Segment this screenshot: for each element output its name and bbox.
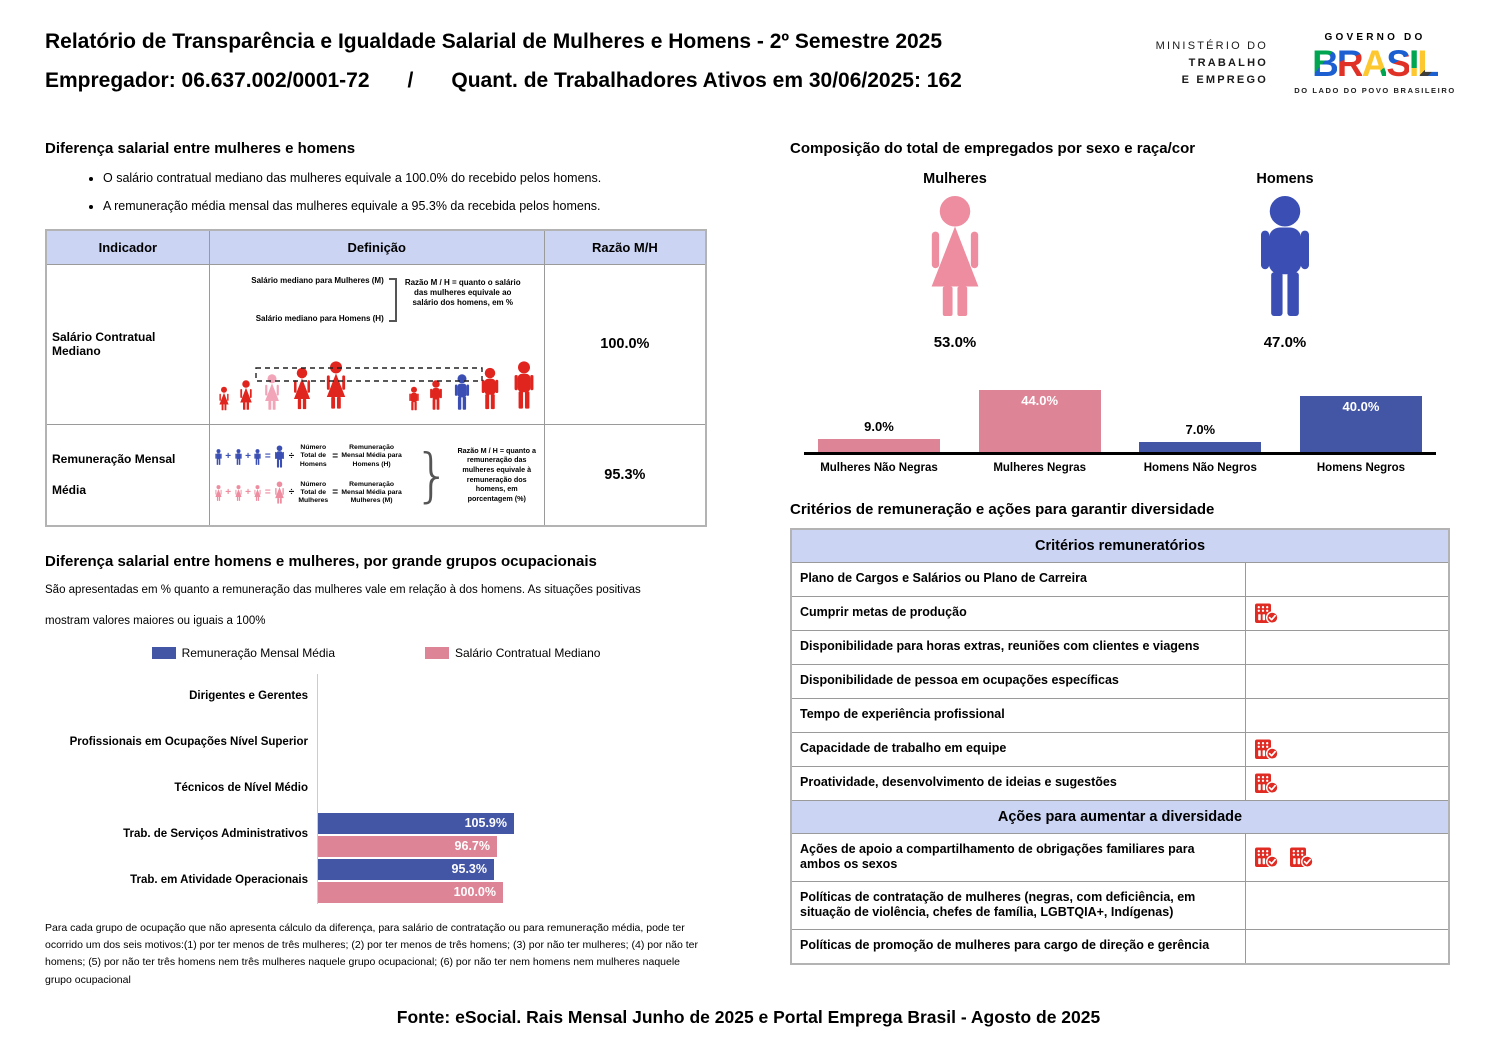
criteria-section-header-row — [791, 800, 1449, 833]
criteria-row — [791, 630, 1449, 664]
median-men-label: Salário mediano para Homens (H) — [255, 314, 384, 324]
source-footer: Fonte: eSocial. Rais Mensal Junho de 2025 e Portal Emprega Brasil - Agosto de 2025 — [396, 1007, 1101, 1027]
bar — [318, 813, 514, 834]
salary-diff-bullets — [103, 171, 707, 213]
median-ratio-note: Razão M / H = quanto o salário das mulheres equivale ao salário dos homens, em % — [404, 277, 521, 308]
man-icon — [252, 449, 263, 465]
criteria-label: Capacidade de trabalho em equipe — [791, 732, 1246, 766]
criteria-marker-cell — [1246, 698, 1449, 732]
criteria-table — [790, 528, 1450, 965]
criteria-label: Disponibilidade de pessoa em ocupações específicas — [791, 664, 1246, 698]
bar — [318, 836, 497, 857]
male-figure — [1175, 171, 1395, 351]
category-bars — [317, 766, 707, 812]
brasil-letter: R — [1336, 43, 1362, 84]
report-title: Relatório de Transparência e Igualdade Salarial de Mulheres e Homens - 2º Semestre 2025 — [45, 30, 943, 53]
man-icon — [213, 449, 224, 465]
occupational-row — [45, 674, 707, 720]
criteria-section-header: Ações para aumentar a diversidade — [791, 800, 1449, 833]
occupational-row — [45, 766, 707, 812]
occupational-title: Diferença salarial entre homens e mulheres, por grande grupos ocupacionais — [45, 553, 597, 570]
bar — [818, 439, 940, 452]
bar-value-label: 100.0% — [453, 885, 496, 900]
equation-row — [213, 481, 412, 505]
x-axis-label: Mulheres Não Negras — [820, 462, 938, 474]
brasil-letter: I — [1409, 43, 1418, 84]
active-workers-count: Quant. de Trabalhadores Ativos em 30/06/2025: 162 — [451, 69, 962, 92]
occupational-row — [45, 720, 707, 766]
man-icon — [272, 445, 287, 468]
criteria-row — [791, 833, 1449, 881]
bar-value-label: 96.7% — [454, 839, 490, 854]
category-label: Trab. em Atividade Operacionais — [130, 873, 308, 886]
bar-value-label: 9.0% — [864, 419, 894, 434]
indicator-name: Remuneração Mensal Média — [46, 424, 209, 526]
equals-sign: = — [332, 451, 339, 463]
company-check-icon — [1254, 739, 1279, 760]
x-axis-label: Homens Negros — [1316, 462, 1406, 474]
category-bars — [317, 858, 707, 904]
plus-sign: + — [245, 451, 251, 463]
legend-swatch — [425, 647, 449, 659]
employer-id: Empregador: 06.637.002/0001-72 — [45, 69, 370, 92]
brasil-logo — [1290, 44, 1460, 84]
bar — [318, 882, 503, 903]
bar — [979, 390, 1101, 452]
bar-group — [1125, 422, 1275, 452]
man-icon — [1239, 195, 1331, 317]
col-header-indicador: Indicador — [46, 230, 209, 264]
bullet-median-salary: • O salário contratual mediano das mulheres equivale a 100.0% do recebido pelos homens. — [103, 171, 707, 185]
table-header-row — [46, 230, 706, 264]
equals-sign: = — [264, 451, 271, 463]
category-label: Trab. de Serviços Administrativos — [123, 827, 308, 840]
composition-title: Composição do total de empregados por sexo e raça/cor — [790, 140, 1196, 157]
woman-icon — [233, 485, 244, 501]
equation-row — [213, 444, 412, 468]
criteria-title: Critérios de remuneração e ações para garantir diversidade — [790, 501, 1215, 518]
criteria-section-header: Critérios remuneratórios — [791, 529, 1449, 562]
plus-sign: + — [245, 487, 251, 499]
female-percentage: 53.0% — [933, 334, 977, 351]
bar-value-label: 105.9% — [464, 816, 507, 831]
criteria-label: Ações de apoio a compartilhamento de obrigações familiares para ambos os sexos — [791, 833, 1246, 881]
criteria-label: Disponibilidade para horas extras, reuniões com clientes e viagens — [791, 630, 1246, 664]
equals-sign: = — [264, 487, 271, 499]
right-column — [790, 140, 1450, 965]
bar-value-label: 44.0% — [1021, 393, 1059, 408]
col-header-razao: Razão M/H — [544, 230, 706, 264]
criteria-row — [791, 562, 1449, 596]
criteria-row — [791, 698, 1449, 732]
x-axis-label: Mulheres Negras — [993, 462, 1086, 474]
criteria-marker-cell — [1246, 664, 1449, 698]
company-check-icon — [1254, 603, 1279, 624]
woman-icon — [907, 195, 1003, 317]
brasil-letter: A — [1361, 43, 1387, 84]
occupational-section — [45, 553, 707, 989]
criteria-label: Cumprir metas de produção — [791, 596, 1246, 630]
company-check-icon — [1289, 847, 1314, 868]
criteria-label: Políticas de promoção de mulheres para cargo de direção e gerência — [791, 930, 1246, 964]
separator: / — [407, 69, 414, 92]
left-column — [45, 140, 707, 989]
criteria-section-header-row — [791, 529, 1449, 562]
category-bars — [317, 720, 707, 766]
criteria-row — [791, 596, 1449, 630]
criteria-marker-cell — [1246, 562, 1449, 596]
ratio-value: 95.3% — [544, 424, 706, 526]
occupational-row — [45, 858, 707, 904]
total-count-label: Número Total de Mulheres — [298, 480, 329, 505]
table-row — [46, 424, 706, 526]
criteria-marker-cell — [1246, 732, 1449, 766]
woman-icon — [272, 481, 287, 504]
composition-bar-chart — [790, 391, 1450, 474]
bar — [1300, 396, 1422, 452]
female-label: Mulheres — [923, 171, 987, 187]
female-figure — [845, 171, 1065, 351]
criteria-marker-cell — [1246, 630, 1449, 664]
indicator-table — [45, 229, 707, 527]
equation-rows — [213, 444, 412, 505]
table-row — [46, 264, 706, 424]
salary-diff-title: Diferença salarial entre mulheres e homens — [45, 140, 356, 157]
criteria-row — [791, 664, 1449, 698]
criteria-marker-cell — [1246, 833, 1449, 881]
logos — [1156, 32, 1460, 95]
criteria-marker-cell — [1246, 930, 1449, 964]
criteria-marker-cell — [1246, 766, 1449, 800]
criteria-row — [791, 881, 1449, 929]
col-header-definicao: Definição — [209, 230, 544, 264]
governo-do-brasil-logo: GOVERNO DO B R A S I L DO LADO DO POVO BRASILEIRO — [1290, 32, 1460, 95]
legend-label: Remuneração Mensal Média — [181, 645, 335, 660]
criteria-label: Plano de Cargos e Salários ou Plano de Carreira — [791, 562, 1246, 596]
composition-xlabels — [804, 462, 1436, 474]
criteria-section — [790, 501, 1450, 965]
criteria-row — [791, 766, 1449, 800]
category-label: Dirigentes e Gerentes — [189, 689, 308, 702]
legend-swatch — [152, 647, 176, 659]
median-women-label: Salário mediano para Mulheres (M) — [251, 275, 384, 285]
criteria-label: Políticas de contratação de mulheres (negras, com deficiência, em situação de violência, chefes de família, LGBTQIA+, Indígenas) — [791, 881, 1246, 929]
criteria-label: Proatividade, desenvolvimento de ideias e sugestões — [791, 766, 1246, 800]
divide-sign: ÷ — [288, 487, 295, 499]
curly-bracket-icon: } — [413, 440, 451, 509]
bracket-icon — [389, 278, 397, 322]
occupational-row — [45, 812, 707, 858]
criteria-row — [791, 732, 1449, 766]
bar — [1139, 442, 1261, 452]
criteria-marker-cell — [1246, 596, 1449, 630]
company-check-icon — [1254, 773, 1279, 794]
bar-group — [965, 390, 1115, 452]
plus-sign: + — [225, 451, 232, 463]
brasil-letter: B — [1312, 43, 1337, 84]
legend-label: Salário Contratual Mediano — [455, 645, 601, 660]
equals-sign: = — [332, 487, 339, 499]
company-check-icon — [1254, 847, 1279, 868]
ministry-logo: MINISTÉRIO DO TRABALHO E EMPREGO — [1155, 40, 1268, 86]
male-percentage: 47.0% — [1263, 334, 1307, 351]
mean-result-label: Remuneração Mensal Média para Homens (H) — [341, 444, 402, 468]
median-people-pictogram — [212, 328, 542, 421]
composition-people — [790, 171, 1450, 351]
ratio-value: 100.0% — [544, 264, 706, 424]
x-axis-label: Homens Não Negros — [1143, 462, 1257, 474]
category-label: Profissionais em Ocupações Nível Superior — [69, 735, 308, 748]
man-icon — [233, 449, 244, 465]
occupational-legend — [45, 646, 707, 660]
bar-value-label: 95.3% — [451, 862, 487, 877]
criteria-table-body — [791, 529, 1449, 964]
mean-salary-diagram — [210, 440, 544, 509]
category-label: Técnicos de Nível Médio — [174, 781, 308, 794]
bar-group — [804, 419, 954, 452]
divide-sign: ÷ — [288, 451, 295, 463]
report-header — [45, 30, 1460, 93]
criteria-marker-cell — [1246, 881, 1449, 929]
woman-icon — [213, 485, 224, 501]
total-count-label: Número Total de Homens — [299, 444, 327, 468]
criteria-label: Tempo de experiência profissional — [791, 698, 1246, 732]
bar — [318, 859, 494, 880]
legend-item — [425, 646, 600, 660]
bar-group — [1286, 396, 1436, 452]
woman-icon — [252, 485, 263, 501]
brasil-letter: L — [1417, 43, 1438, 84]
bar-value-label: 40.0% — [1342, 399, 1380, 414]
bar-value-label: 7.0% — [1185, 422, 1216, 437]
category-bars — [317, 674, 707, 720]
occupational-chart — [45, 674, 707, 904]
criteria-row — [791, 930, 1449, 964]
category-bars — [317, 812, 707, 858]
mean-ratio-note: Razão M / H = quanto a remuneração das mulheres equivale à remuneração dos homens, em porcentagem (%) — [457, 445, 536, 504]
indicator-name: Salário Contratual Mediano — [46, 264, 209, 424]
mean-result-label: Remuneração Mensal Média para Mulheres (M) — [341, 480, 402, 505]
occupational-footnote: Para cada grupo de ocupação que não apresenta cálculo da diferença, para salário de contratação ou para remuneração média, pode ter ocorrido um dos seis motivos:(1) por ter menos de três mulheres; (2) por ter menos de três homens; (3) por não ter mulheres; (4) por não ter homens; (5) por não ter três homens nem três mulheres naquele grupo ocupacional; (6) por não ter nem homens nem mulheres naquele grupo ocupacional — [45, 921, 699, 986]
occupational-description: São apresentadas em % quanto a remuneração das mulheres vale em relação à dos homens. As situações positivas mostram valores maiores ou iguais a 100% — [45, 584, 641, 627]
legend-item — [152, 646, 335, 660]
bullet-mean-salary: • A remuneração média mensal das mulheres equivale a 95.3% da recebida pelos homens. — [103, 199, 707, 213]
brasil-letter: S — [1386, 43, 1409, 84]
composition-bars — [804, 391, 1436, 455]
male-label: Homens — [1256, 171, 1314, 187]
median-salary-diagram — [210, 268, 544, 421]
plus-sign: + — [225, 487, 232, 499]
